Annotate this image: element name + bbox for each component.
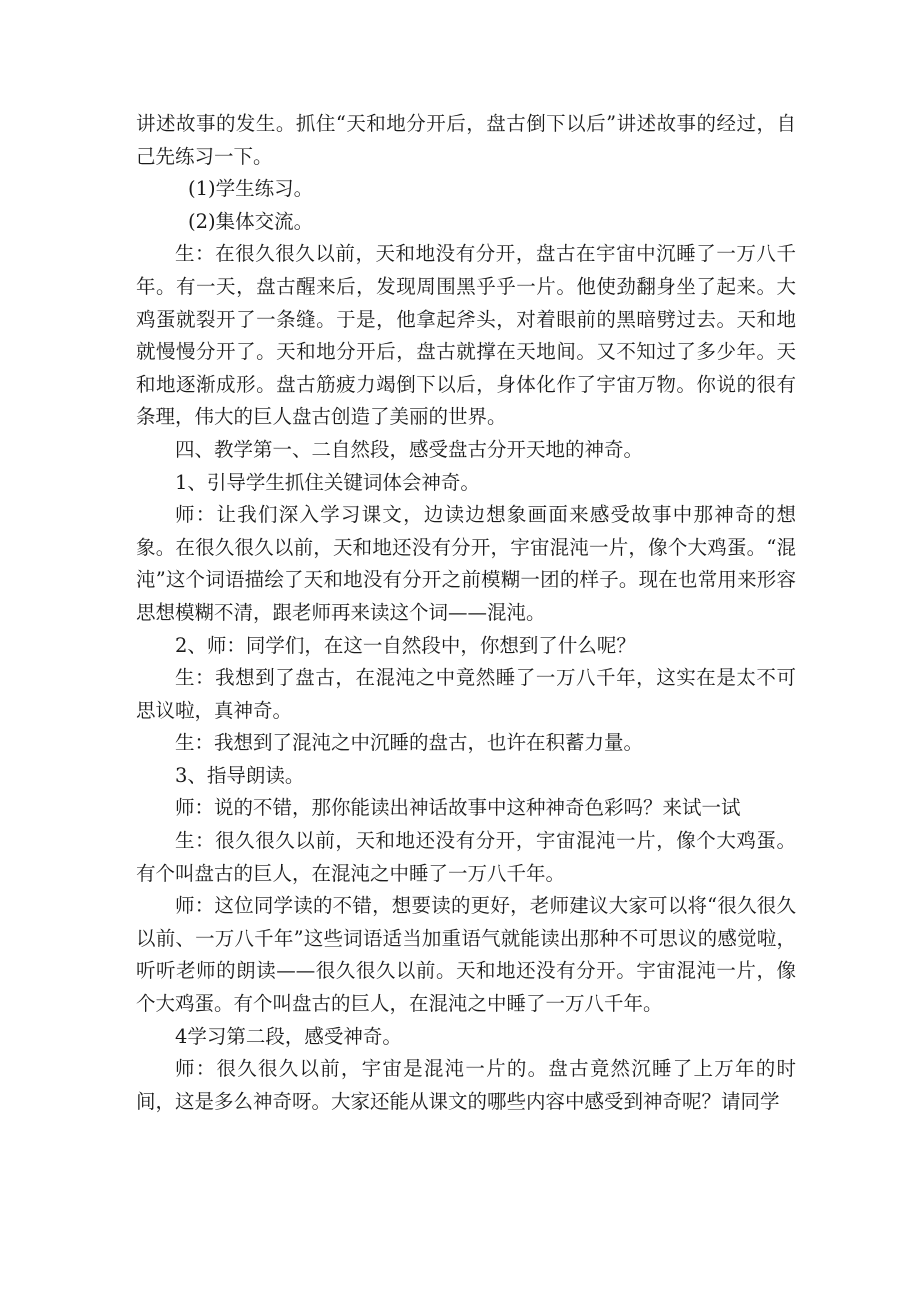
paragraph-6: 1、引导学生抓住关键词体会神奇。 bbox=[175, 470, 480, 494]
paragraph-9: 生：我想到了盘古，在混沌之中竟然睡了一万八千年，这实在是太不可思议啦，真神奇。 bbox=[136, 666, 796, 722]
paragraph-2: (1)学生练习。 bbox=[188, 177, 314, 201]
paragraph-11: 3、指导朗读。 bbox=[175, 763, 305, 787]
paragraph-7: 师：让我们深入学习课文，边读边想象画面来感受故事中那神奇的想象。在很久很久以前，天和地还没有分开，宇宙混沌一片，像个大鸡蛋。“混沌”这个词语描绘了天和地没有分开之前模糊一团的样子。现在也常用来形容思想模糊不清，跟老师再来读这个词——混沌。 bbox=[136, 503, 796, 624]
paragraph-5: 四、教学第一、二自然段，感受盘古分开天地的神奇。 bbox=[175, 437, 644, 461]
paragraph-16: 师：很久很久以前，宇宙是混沌一片的。盘古竟然沉睡了上万年的时间，这是多么神奇呀。大家还能从课文的哪些内容中感受到神奇呢？请同学 bbox=[136, 1057, 796, 1113]
paragraph-12: 师：说的不错，那你能读出神话故事中这种神奇色彩吗？来试一试 bbox=[175, 796, 741, 820]
paragraph-8: 2、师：同学们，在这一自然段中，你想到了什么呢？ bbox=[175, 633, 636, 657]
paragraph-3: (2)集体交流。 bbox=[188, 209, 314, 233]
paragraph-13: 生：很久很久以前，天和地还没有分开，宇宙混沌一片，像个大鸡蛋。有个叫盘古的巨人，在混沌之中睡了一万八千年。 bbox=[136, 829, 796, 885]
paragraph-4: 生：在很久很久以前，天和地没有分开，盘古在宇宙中沉睡了一万八千年。有一天，盘古醒来后，发现周围黑乎乎一片。他使劲翻身坐了起来。大鸡蛋就裂开了一条缝。于是，他拿起斧头，对着眼前的黑暗劈过去。天和地就慢慢分开了。天和地分开后，盘古就撑在天地间。又不知过了多少年。天和地逐渐成形。盘古筋疲力竭倒下以后，身体化作了宇宙万物。你说的很有条理，伟大的巨人盘古创造了美丽的世界。 bbox=[136, 242, 796, 429]
paragraph-15: 4学习第二段，感受神奇。 bbox=[175, 1024, 402, 1048]
paragraph-14: 师：这位同学读的不错，想要读的更好，老师建议大家可以将“很久很久以前、一万八千年”这些词语适当加重语气就能读出那种不可思议的感觉啦，听听老师的朗读——很久很久以前。天和地还没有分开。宇宙混沌一片，像个大鸡蛋。有个叫盘古的巨人，在混沌之中睡了一万八千年。 bbox=[136, 894, 796, 1016]
paragraph-10: 生：我想到了混沌之中沉睡的盘古，也许在积蓄力量。 bbox=[175, 731, 644, 755]
paragraph-1: 讲述故事的发生。抓住“天和地分开后，盘古倒下以后”讲述故事的经过，自己先练习一下。 bbox=[136, 112, 796, 168]
document-body bbox=[136, 108, 796, 1118]
